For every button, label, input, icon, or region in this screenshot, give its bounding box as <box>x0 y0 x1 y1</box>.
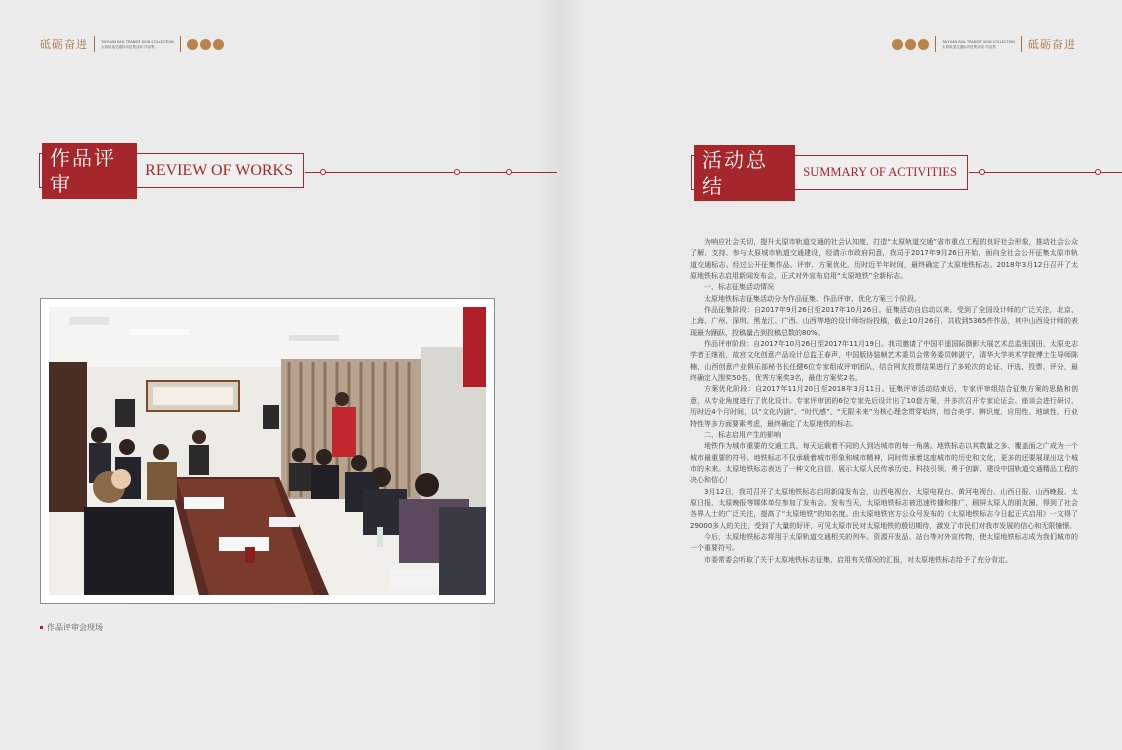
section-title-review <box>39 145 304 196</box>
article-paragraph: 市委常委会听取了关于太原地铁标志征集、启用有关情况的汇报，对太原地铁标志给予了充分肯定。 <box>704 555 1012 564</box>
dot-icon <box>187 39 198 50</box>
logo <box>1028 39 1076 50</box>
divider <box>180 36 181 52</box>
title-rule <box>305 172 557 173</box>
rule-dot-icon <box>506 169 512 175</box>
caption-bullet-icon <box>40 626 43 629</box>
article-paragraph: 太原地铁标志征集活动分为作品征集、作品评审、优化方案三个阶段。 <box>704 294 921 303</box>
photo-caption <box>40 622 103 633</box>
rule-dot-icon <box>979 169 985 175</box>
rule-dot-icon <box>454 169 460 175</box>
article-paragraph: 地铁作为城市重要的交通工具，每天运载着不同的人到达城市的每一角落。地铁标志以其数量之多、覆盖面之广成为一个城市最重要的符号。地铁标志不仅承载着城市形象和城市精神，同时传承着这座城市的历史和文化，更多的还要展现出这个城市的未来。太原地铁标志表达了一种文化自信，展示太原人民传承历史、科技引领、勇于创新、建设中国轨道交通精品工程的决心和信心！ <box>690 442 1078 485</box>
logo-text: 砥砺奋进 <box>40 37 88 51</box>
article-paragraph: 3月12日，我司召开了太原地铁标志启用新闻发布会，山西电视台、太原电视台、黄河电视台、山西日报、山西晚报、太原日报、太原晚报等媒体单位参加了发布会。发布当天，太原地铁标志被迅速传播和推广，刷屏太原人的朋友圈，得到了社会各界人士的广泛关注，提高了“太原地铁”的知名度。由太原地铁官方公众号发布的《太原地铁标志今日起正式启用》一文得了29000多人的关注，受到了大量的好评，可见太原市民对太原地铁的殷切期待，激发了市民们对我市发展的信心和无限憧憬。 <box>690 487 1078 530</box>
article-heading: 一、标志征集活动情况 <box>704 283 774 292</box>
section-title-summary <box>691 147 968 198</box>
photo-frame <box>40 298 495 604</box>
meeting-photo <box>49 307 486 595</box>
section-title-cn: 作品评审 <box>42 143 137 199</box>
rule-dot-icon <box>320 169 326 175</box>
dot-icon <box>200 39 211 50</box>
header-meta <box>942 40 1015 49</box>
article-paragraph: 作品征集阶段：自2017年9月26日至2017年10月26日。征集活动自启动以来，受到了全国设计师的广泛关注，北京、上海、广州、深圳、黑龙江、广西、山西等地的设计师纷纷投稿，截止10月26日，共收到5365件作品，其中山西设计师的表现最为踊跃，投稿量占到投稿总数的80%。 <box>690 306 1078 337</box>
divider <box>94 36 95 52</box>
section-title-cn: 活动总结 <box>694 145 795 201</box>
article-paragraph: 作品评审阶段：自2017年10月26日至2017年11月19日。我司邀请了中国平遥国际摄影大展艺术总监张国田，太原史志学者王继祖，故宫文化创意产品设计总监王春声，中国版协装帧艺术委员会常务委员韩湛宁，清华大学美术学院博士生导师陈楠，山西创意产业俱乐部秘书长任健6位专家组成评审团队，结合网友投票结果进行了多轮次的论证、评选、投票、评分，最终确定入围奖50名，优秀方案奖3名，最佳方案奖2名。 <box>690 340 1078 383</box>
dot-icon <box>918 39 929 50</box>
summary-article <box>690 237 1078 566</box>
header-brand-right <box>892 36 1076 52</box>
article-paragraph: 今后，太原地铁标志将用于太原轨道交通相关的列车、资源开发品、站台等对外宣传物，使太原地铁标志成为我们城市的一个重要符号。 <box>690 532 1078 553</box>
dot-icon <box>905 39 916 50</box>
article-paragraph: 为响应社会关切，提升太原市轨道交通的社会认知度，打造“太原轨道交通”省市重点工程的良好社会形象，推动社会公众了解、支持、参与太原城市轨道交通建设，经请示市政府同意，我司于2017年9月26日开始，面向全社会公开征集太原市轨道交通标志。经过公开征集作品、评审、方案优化，历时近半年时间，最终确定了太原地铁标志。2018年3月12日召开了太原地铁标志启用新闻发布会，正式对外宣布启用“太原地铁”全新标志。 <box>690 238 1078 281</box>
header-brand-left <box>40 36 224 52</box>
section-title-en: REVIEW OF WORKS <box>145 161 293 179</box>
section-title-en: SUMMARY OF ACTIVITIES <box>803 165 957 179</box>
article-paragraph: 方案优化阶段：自2017年11月20日至2018年3月11日。征集评审活动结束后，专家评审组结合征集方案的思路和创意，从专业角度进行了优化设计。专家评审团的6位专家先后设计出了10套方案，并多次召开专家论证会、座谈会进行研讨，历时近4个月时间，以“文化内涵”、“时代感”、“无限未来”为核心理念贯穿始终，综合美学、辨识度、应用性、地域性、行业特性等多方面要素考虑，最终确定了太原地铁的标志。 <box>690 385 1078 428</box>
header-meta <box>101 40 174 49</box>
divider <box>935 36 936 52</box>
header-meta-en: TAIYUAN RAIL TRANSIT SIGN COLLECTION <box>942 39 1015 44</box>
dot-icon <box>213 39 224 50</box>
header-meta-en: TAIYUAN RAIL TRANSIT SIGN COLLECTION <box>101 39 174 44</box>
logo <box>40 39 88 50</box>
dot-icon <box>892 39 903 50</box>
header-meta-cn: 太原轨道交通标识征集活动 作品集 <box>101 44 155 49</box>
meeting-room-illustration <box>49 307 486 595</box>
photo-caption-text: 作品评审会现场 <box>47 623 103 632</box>
header-meta-cn: 太原轨道交通标识征集活动 作品集 <box>942 44 996 49</box>
logo-text: 砥砺奋进 <box>1028 37 1076 51</box>
decorative-dots <box>187 39 224 50</box>
rule-dot-icon <box>1095 169 1101 175</box>
divider <box>1021 36 1022 52</box>
decorative-dots <box>892 39 929 50</box>
article-heading: 二、标志启用产生的影响 <box>704 430 781 439</box>
